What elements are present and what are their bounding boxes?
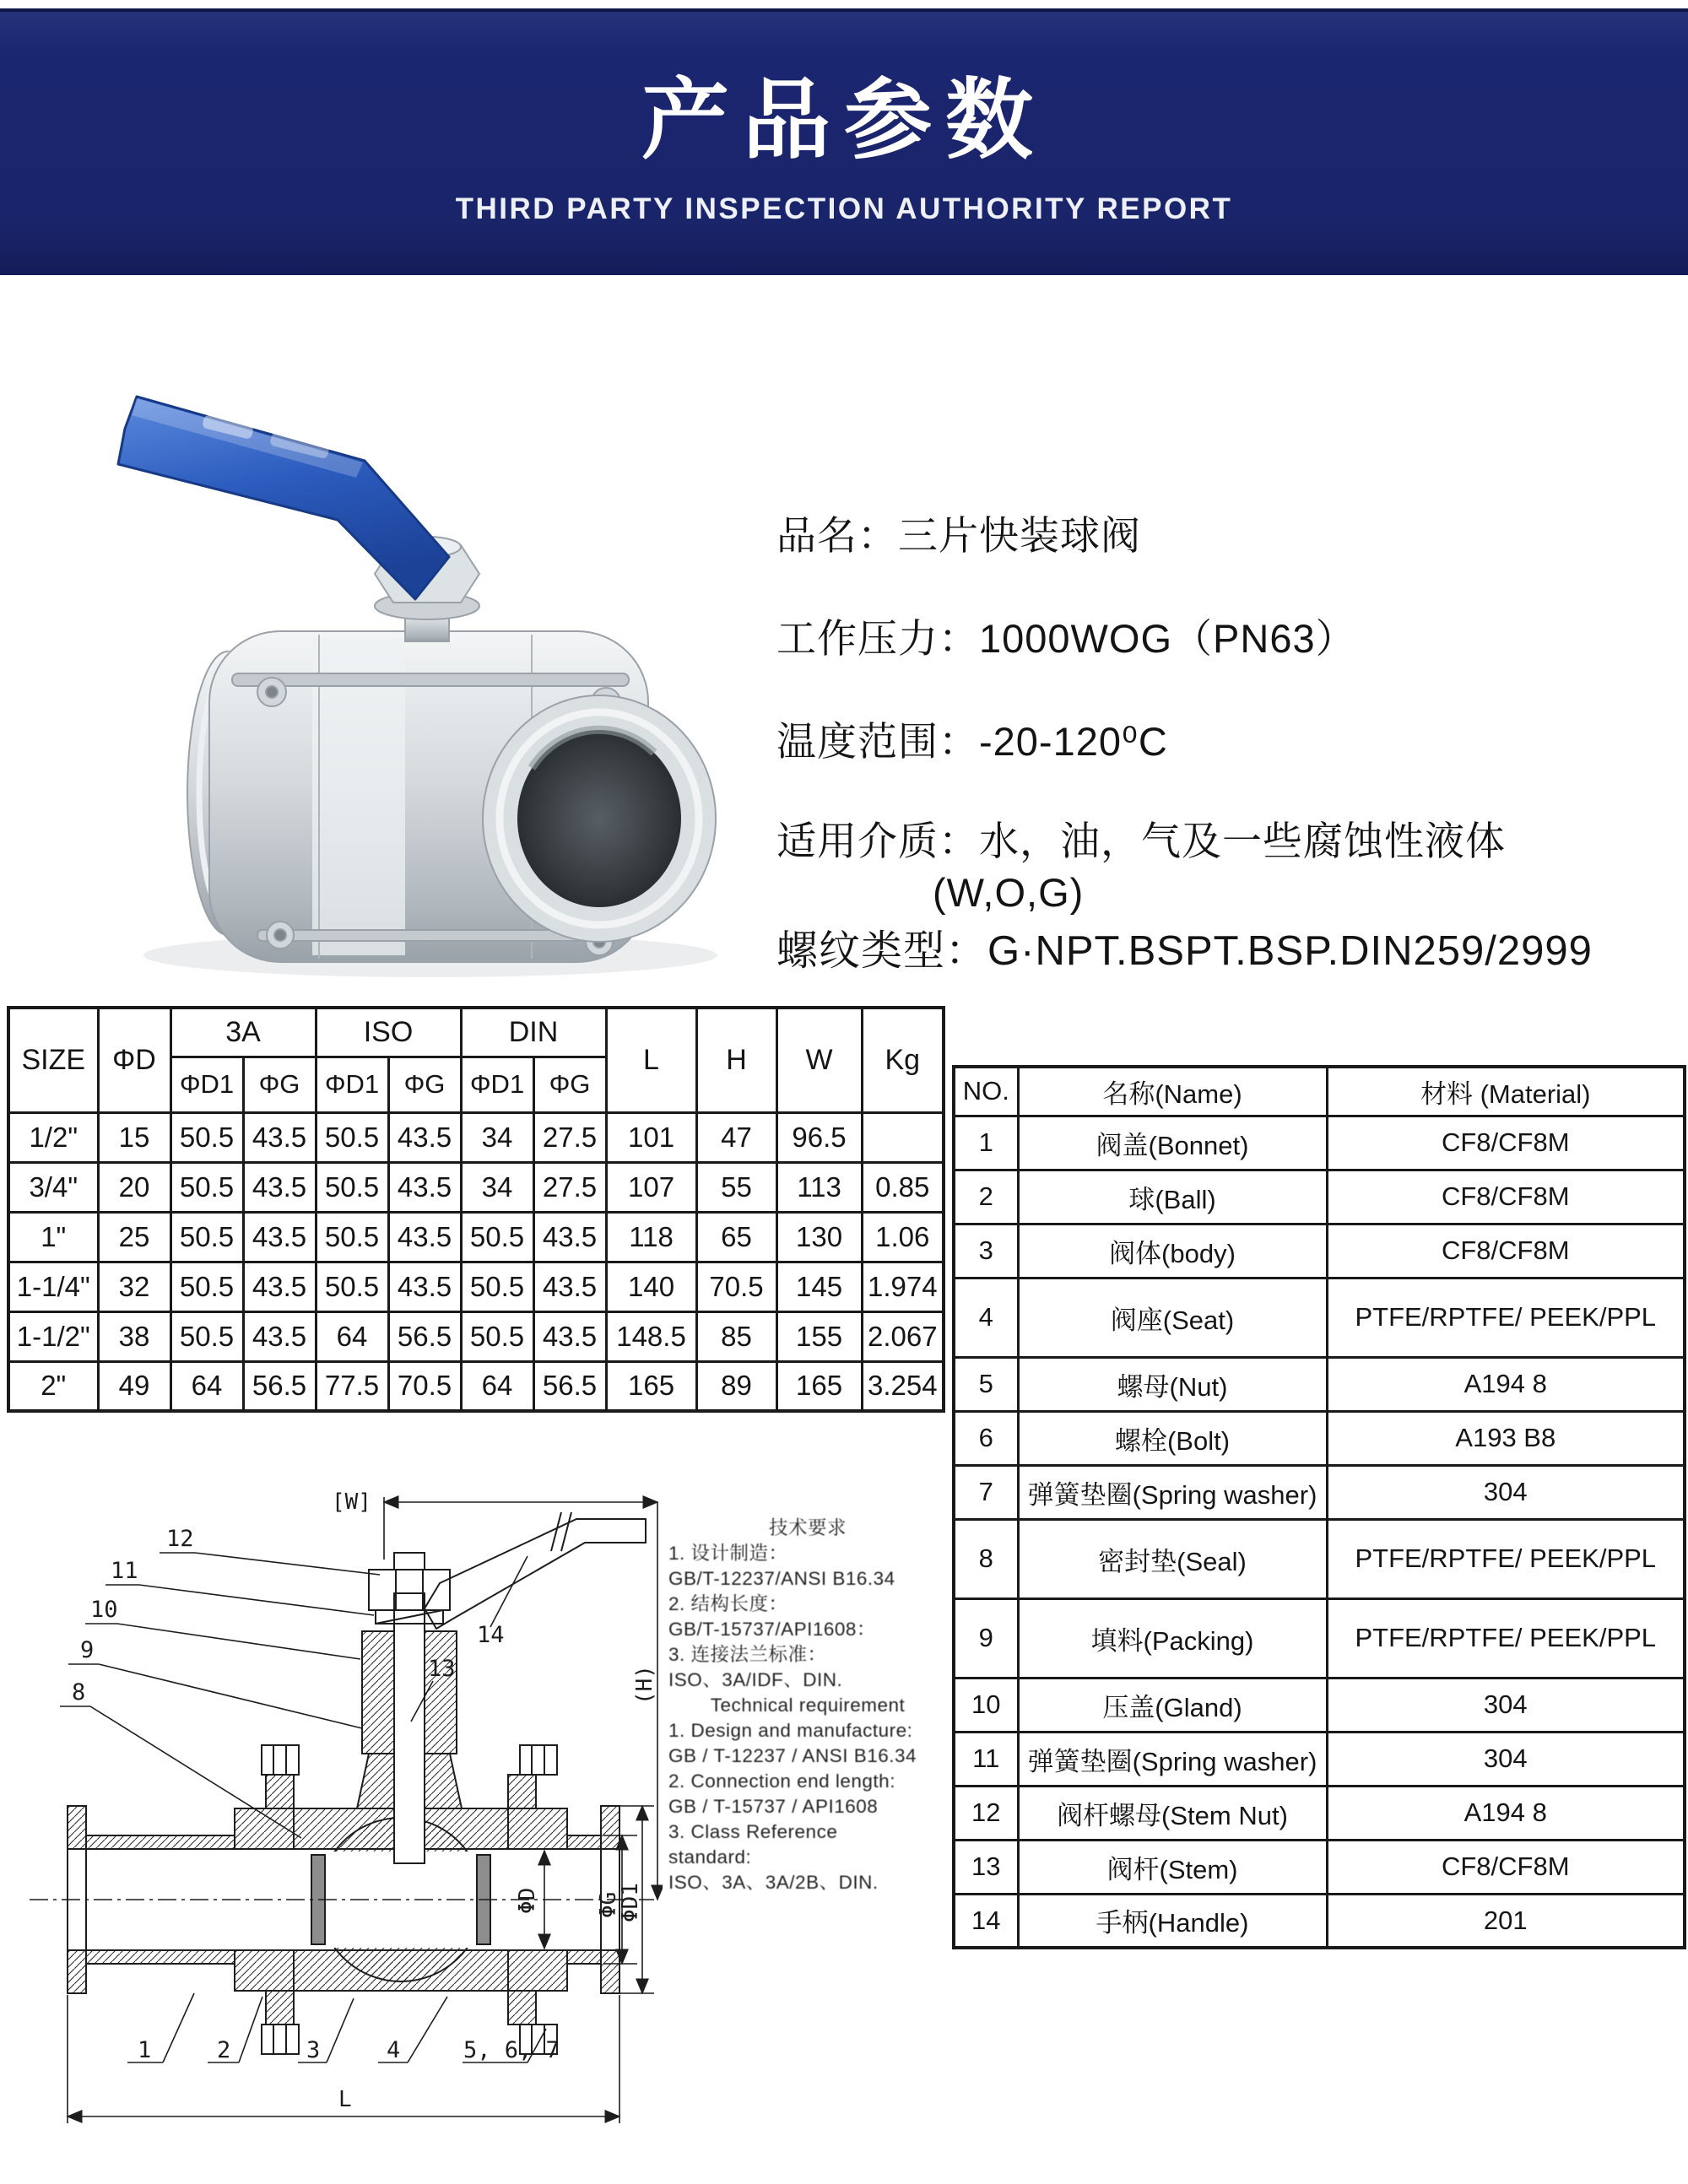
valve-section-drawing [21,1475,663,2163]
part-label-10: 10 [90,1597,118,1623]
size-table-cell: 32 [98,1262,170,1311]
size-table-cell [862,1112,944,1162]
materials-table-cell: CF8/CF8M [1327,1170,1685,1224]
info-product-name [776,505,1141,561]
size-table-cell: 165 [606,1361,696,1411]
part-label-11: 11 [111,1558,138,1584]
size-table-cell: 43.5 [533,1262,606,1311]
size-table-cell: 85 [696,1311,776,1361]
materials-table-cell: 阀座(Seat) [1018,1278,1327,1357]
col-phi-g: ΦG [388,1057,461,1112]
materials-table-cell: 阀杆(Stem) [1018,1840,1327,1894]
tech-note-line: 2. 结构长度： [668,1593,788,1614]
materials-table-cell: 304 [1327,1465,1685,1519]
col-l: L [606,1008,696,1112]
part-label-2: 2 [217,2037,231,2063]
materials-table-row [954,1598,1685,1678]
tech-note-line: GB / T-15737 / API1608 [668,1796,879,1817]
size-table-cell: 50.5 [461,1212,533,1262]
tech-note-line: GB/T-15737/API1608： [668,1619,876,1640]
info-applicable-media-cont [933,869,1084,916]
col-size: SIZE [8,1008,98,1112]
col-material: 材料 (Material) [1327,1067,1685,1116]
materials-table-row [954,1278,1685,1357]
size-table-cell: 50.5 [170,1262,243,1311]
materials-table-row [954,1465,1685,1519]
size-table [7,1006,945,1413]
col-w: W [776,1008,862,1112]
size-table-row [8,1311,944,1361]
materials-table-cell: 6 [954,1411,1018,1465]
materials-table-cell: 5 [954,1357,1018,1411]
col-phi-d: ΦD [98,1008,170,1112]
size-table-cell: 43.5 [243,1162,316,1212]
size-table-cell: 50.5 [170,1112,243,1162]
col-phi-g: ΦG [533,1057,606,1112]
part-label-12: 12 [166,1526,194,1552]
tech-note-line: 技术要求 [768,1517,847,1538]
size-table-header-row [8,1008,944,1057]
size-table-cell: 101 [606,1112,696,1162]
info-working-pressure [776,608,1356,664]
header-banner [0,8,1688,275]
col-iso: ISO [316,1008,461,1057]
tech-note-line: GB/T-12237/ANSI B16.34 [668,1568,895,1589]
tech-note-line: GB / T-12237 / ANSI B16.34 [668,1745,917,1766]
info-value: 三片快装球阀 [898,513,1141,558]
size-table-cell: 1" [8,1212,98,1262]
size-table-row [8,1212,944,1262]
size-table-cell: 2.067 [862,1311,944,1361]
size-table-cell: 1.974 [862,1262,944,1311]
size-table-cell: 70.5 [696,1262,776,1311]
size-table-cell: 50.5 [170,1212,243,1262]
materials-table-cell: 1 [954,1116,1018,1170]
info-value: 水，油，气及一些腐蚀性液体 [979,819,1506,863]
materials-table-cell: 8 [954,1519,1018,1598]
info-applicable-media [776,810,1506,867]
valve-product-image [59,321,768,987]
materials-table-row [954,1357,1685,1411]
col-phi-d1: ΦD1 [316,1057,388,1112]
col-h: H [696,1008,776,1112]
materials-table-row [954,1732,1685,1786]
size-table-cell: 50.5 [316,1262,388,1311]
materials-table-cell: 9 [954,1598,1018,1678]
col-phi-g: ΦG [243,1057,316,1112]
materials-table-cell: A194 8 [1327,1357,1685,1411]
materials-table-row [954,1411,1685,1465]
tech-note-line: standard: [668,1846,752,1868]
size-table-row [8,1361,944,1411]
materials-table-cell: 球(Ball) [1018,1170,1327,1224]
info-value: -20-120⁰C [979,719,1168,764]
materials-table-cell: 2 [954,1170,1018,1224]
size-table-cell: 155 [776,1311,862,1361]
part-label-13: 13 [428,1656,456,1682]
size-table-cell: 64 [170,1361,243,1411]
part-label-3: 3 [306,2037,321,2063]
size-table-cell: 3.254 [862,1361,944,1411]
size-table-cell: 65 [696,1212,776,1262]
materials-table-cell: 11 [954,1732,1018,1786]
info-label: 温度范围： [776,719,979,764]
valve-port [483,695,716,942]
col-3a: 3A [170,1008,316,1057]
col-din: DIN [461,1008,606,1057]
info-temperature-range [776,711,1168,767]
size-table-cell: 148.5 [606,1311,696,1361]
materials-table-body [954,1116,1685,1948]
size-table-row [8,1162,944,1212]
size-table-cell: 50.5 [316,1212,388,1262]
materials-table-cell: PTFE/RPTFE/ PEEK/PPL [1327,1519,1685,1598]
size-table-cell: 118 [606,1212,696,1262]
dim-label-phi-g: ΦG [596,1891,621,1918]
materials-table-cell: A193 B8 [1327,1411,1685,1465]
size-table-cell: 145 [776,1262,862,1311]
size-table-cell: 49 [98,1361,170,1411]
info-value: G·NPT.BSPT.BSP.DIN259/2999 [987,928,1593,974]
dim-label-l: L [338,2087,352,2112]
size-table-cell: 38 [98,1311,170,1361]
size-table-cell: 34 [461,1162,533,1212]
size-table-cell: 2" [8,1361,98,1411]
size-table-cell: 1-1/2" [8,1311,98,1361]
materials-table-row [954,1170,1685,1224]
size-table-cell: 50.5 [461,1262,533,1311]
col-phi-d1: ΦD1 [461,1057,533,1112]
size-table-cell: 27.5 [533,1112,606,1162]
materials-table-cell: CF8/CF8M [1327,1116,1685,1170]
col-phi-d1: ΦD1 [170,1057,243,1112]
materials-table-cell: 12 [954,1786,1018,1840]
materials-table-cell: 10 [954,1678,1018,1732]
materials-table-cell: 螺母(Nut) [1018,1357,1327,1411]
size-table-cell: 165 [776,1361,862,1411]
dim-label-w: [W] [332,1489,371,1515]
part-label-9: 9 [80,1637,95,1663]
size-table-cell: 50.5 [170,1311,243,1361]
materials-table-row [954,1786,1685,1840]
size-table-cell: 43.5 [533,1212,606,1262]
size-table-cell: 50.5 [316,1112,388,1162]
size-table-cell: 64 [461,1361,533,1411]
size-table-cell: 3/4" [8,1162,98,1212]
materials-table-cell: 手柄(Handle) [1018,1894,1327,1948]
info-label: 工作压力： [776,616,979,661]
size-table-body [8,1112,944,1411]
size-table-cell: 15 [98,1112,170,1162]
materials-table-header-row [954,1067,1685,1116]
size-table-row [8,1262,944,1311]
size-table-cell: 43.5 [533,1311,606,1361]
tech-note-line: ISO、3A/IDF、DIN. [668,1669,843,1690]
col-name: 名称(Name) [1018,1067,1327,1116]
tech-note-line: ISO、3A、3A/2B、DIN. [668,1872,879,1893]
materials-table-cell: 3 [954,1224,1018,1278]
materials-table-cell: 304 [1327,1732,1685,1786]
size-table-cell: 47 [696,1112,776,1162]
part-label-4: 4 [387,2037,401,2063]
size-table-cell: 64 [316,1311,388,1361]
size-table-cell: 27.5 [533,1162,606,1212]
size-table-cell: 70.5 [388,1361,461,1411]
size-table-cell: 107 [606,1162,696,1212]
materials-table-row [954,1224,1685,1278]
materials-table-cell: 填料(Packing) [1018,1598,1327,1678]
materials-table-row [954,1678,1685,1732]
materials-table-cell: 压盖(Gland) [1018,1678,1327,1732]
materials-table-cell: CF8/CF8M [1327,1224,1685,1278]
info-label: 螺纹类型： [776,928,988,974]
size-table-cell: 50.5 [461,1311,533,1361]
size-table-cell: 56.5 [533,1361,606,1411]
size-table-cell: 43.5 [388,1112,461,1162]
materials-table-cell: CF8/CF8M [1327,1840,1685,1894]
materials-table-cell: 密封垫(Seal) [1018,1519,1327,1598]
materials-table-cell: 弹簧垫圈(Spring washer) [1018,1732,1327,1786]
materials-table-cell: 304 [1327,1678,1685,1732]
page-subtitle: THIRD PARTY INSPECTION AUTHORITY REPORT [455,192,1233,225]
materials-table-cell: 弹簧垫圈(Spring washer) [1018,1465,1327,1519]
dim-label-phi-d1: ΦD1 [618,1883,643,1922]
size-table-cell: 43.5 [388,1212,461,1262]
size-table-cell: 43.5 [388,1262,461,1311]
info-value: (W,O,G) [933,870,1085,915]
materials-table-cell: 201 [1327,1894,1685,1948]
drawing-geometry [68,1512,646,2054]
materials-table-cell: 螺栓(Bolt) [1018,1411,1327,1465]
size-table-cell: 96.5 [776,1112,862,1162]
size-table-cell: 25 [98,1212,170,1262]
tech-notes [668,1516,947,1895]
materials-table-row [954,1840,1685,1894]
size-table-cell: 1.06 [862,1212,944,1262]
tech-note-line: 1. Design and manufacture: [668,1720,913,1741]
materials-table-cell: 7 [954,1465,1018,1519]
info-label: 适用介质： [776,819,979,863]
size-table-cell: 77.5 [316,1361,388,1411]
size-table-row [8,1112,944,1162]
size-table-cell: 43.5 [243,1212,316,1262]
materials-table-row [954,1116,1685,1170]
materials-table-cell: 阀杆螺母(Stem Nut) [1018,1786,1327,1840]
size-table-cell: 43.5 [243,1262,316,1311]
materials-table-cell: 阀盖(Bonnet) [1018,1116,1327,1170]
tech-note-line: 2. Connection end length: [668,1770,895,1792]
tech-note-line: Technical requirement [710,1695,906,1716]
page-title: 产品参数 [641,72,1047,170]
size-table-cell: 113 [776,1162,862,1212]
part-label-14: 14 [477,1622,505,1648]
materials-table-cell: PTFE/RPTFE/ PEEK/PPL [1327,1278,1685,1357]
part-label-1: 1 [138,2037,152,2063]
materials-table [952,1065,1686,1949]
col-kg: Kg [862,1008,944,1112]
materials-table-row [954,1894,1685,1948]
materials-table-row [954,1519,1685,1598]
size-table-cell: 1/2" [8,1112,98,1162]
info-label: 品名： [776,513,898,558]
dim-label-phi-d: ΦD [515,1887,540,1914]
tech-note-line: 3. 连接法兰标准： [668,1644,827,1665]
size-table-cell: 43.5 [388,1162,461,1212]
info-thread-type [776,918,1593,977]
materials-table-cell: 13 [954,1840,1018,1894]
size-table-cell: 43.5 [243,1311,316,1361]
size-table-cell: 56.5 [243,1361,316,1411]
size-table-cell: 56.5 [388,1311,461,1361]
tech-note-line: 1. 设计制造： [668,1543,788,1564]
size-table-cell: 89 [696,1361,776,1411]
valve-handle [118,397,449,599]
materials-table-cell: A194 8 [1327,1786,1685,1840]
tech-note-line: 3. Class Reference [668,1821,838,1842]
dim-label-h: (H) [632,1665,657,1705]
info-value: 1000WOG（PN63） [979,616,1356,661]
size-table-cell: 0.85 [862,1162,944,1212]
materials-table-cell: 阀体(body) [1018,1224,1327,1278]
size-table-cell: 50.5 [170,1162,243,1212]
size-table-cell: 130 [776,1212,862,1262]
materials-table-cell: 14 [954,1894,1018,1948]
col-no: NO. [954,1067,1018,1116]
part-label-8: 8 [72,1679,86,1706]
materials-table-cell: PTFE/RPTFE/ PEEK/PPL [1327,1598,1685,1678]
size-table-cell: 43.5 [243,1112,316,1162]
size-table-cell: 1-1/4" [8,1262,98,1311]
part-label-567: 5, 6, 7 [463,2037,560,2063]
materials-table-cell: 4 [954,1278,1018,1357]
size-table-cell: 20 [98,1162,170,1212]
size-table-cell: 55 [696,1162,776,1212]
size-table-cell: 50.5 [316,1162,388,1212]
size-table-cell: 34 [461,1112,533,1162]
size-table-cell: 140 [606,1262,696,1311]
